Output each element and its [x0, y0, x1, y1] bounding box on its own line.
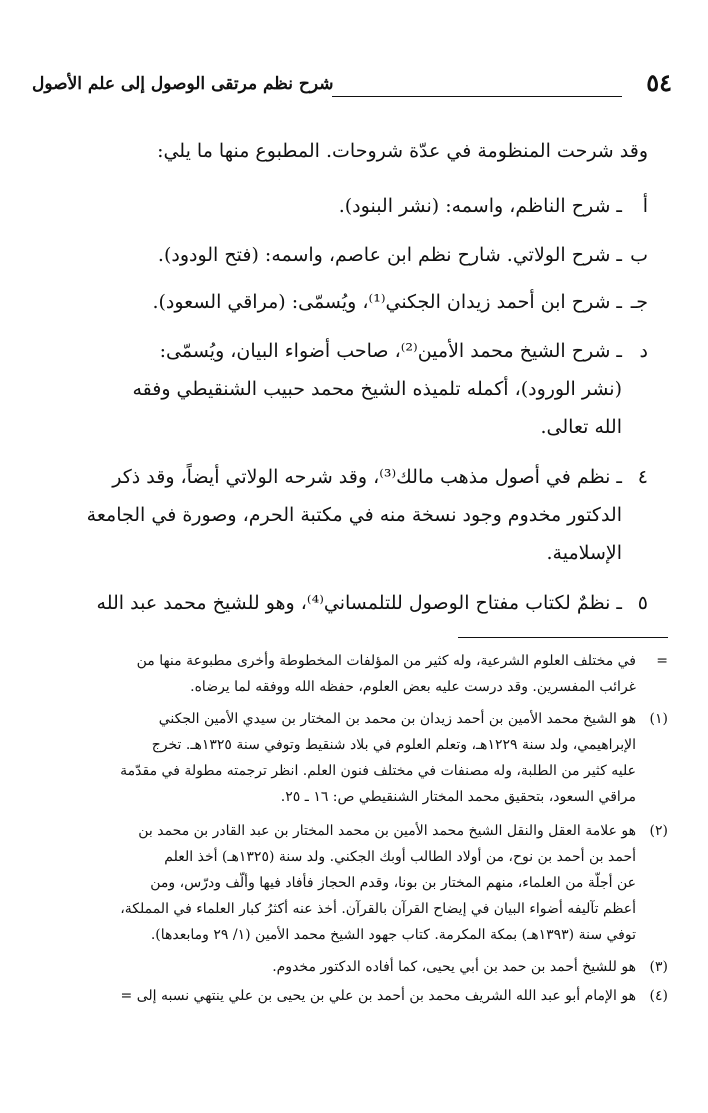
list-item-line: ـ شرح الناظم، واسمه: (نشر البنود).	[338, 195, 622, 217]
footnote-line: هو الإمام أبو عبد الله الشريف محمد بن أحمد بن علي بن يحيى بن علي ينتهي نسبه إلى =	[120, 988, 636, 1004]
list-item-line: ـ نظم في أصول مذهب مالك⁽³⁾، وقد شرحه الولاتي أيضاً، وقد ذكر	[112, 466, 622, 488]
list-item-line: ـ شرح ابن أحمد زيدان الجكني⁽¹⁾، ويُسمّى: (مراقي السعود).	[152, 291, 622, 313]
footnote-marker: (٢)	[649, 823, 668, 839]
footnote-line: في مختلف العلوم الشرعية، وله كثير من المؤلفات المخطوطة وأخرى مطبوعة منها من	[136, 653, 636, 669]
list-marker: د	[639, 340, 648, 362]
footnote-marker: (٤)	[649, 988, 668, 1004]
footnote-line: عن أجلّة من العلماء، منهم المختار بن بونا، وقدم الحجاز فأفاد فيها وألّف ودرّس، ومن	[150, 875, 636, 891]
list-item-line: الإسلامية.	[546, 542, 622, 564]
footnote-line: مراقي السعود، بتحقيق محمد المختار الشنقيطي ص: ١٦ ـ ٢٥.	[280, 789, 636, 805]
footnote-line: أحمد بن أحمد بن نوح، من أولاد الطالب أوبك الجكني. ولد سنة (١٣٢٥هـ) أخذ العلم	[164, 849, 636, 865]
list-marker: ب	[630, 244, 648, 266]
footnote-line: هو علامة العقل والنقل الشيخ محمد الأمين بن محمد المختار بن عبد القادر بن محمد بن	[138, 823, 636, 839]
list-item-line: ـ نظمٌ لكتاب مفتاح الوصول للتلمساني⁽⁴⁾، وهو للشيخ محمد عبد الله	[96, 592, 622, 614]
page-header	[32, 68, 672, 108]
footnote-line: غرائب المفسرين. وقد درست عليه بعض العلوم، حفظه الله ووفقه لما يرضاه.	[190, 679, 636, 695]
footnote-line: توفي سنة (١٣٩٣هـ) بمكة المكرمة. كتاب جهود الشيخ محمد الأمين (١/ ٢٩ ومابعدها).	[150, 927, 636, 943]
list-item-line: (نشر الورود)، أكمله تلميذه الشيخ محمد حبيب الشنقيطي وفقه	[132, 378, 622, 400]
list-marker: ٤	[637, 466, 648, 488]
footnote-line: هو الشيخ محمد الأمين بن أحمد زيدان بن محمد بن المختار بن سيدي الأمين الجكني	[158, 711, 636, 727]
header-rule	[332, 96, 622, 97]
footnote-line: أعظم تآليفه أضواء البيان في إيضاح القرآن بالقرآن. أخذ عنه أكثرُ كبار العلماء في المملكة،	[120, 901, 636, 917]
running-title: شرح نظم مرتقى الوصول إلى علم الأصول	[32, 74, 334, 94]
list-item-line: ـ شرح الشيخ محمد الأمين⁽²⁾، صاحب أضواء البيان، ويُسمّى:	[159, 340, 622, 362]
list-item-line: الدكتور مخدوم وجود نسخة منه في مكتبة الحرم، وصورة في الجامعة	[86, 504, 622, 526]
page-number: ٥٤	[646, 68, 672, 97]
list-marker: جـ	[630, 291, 648, 313]
list-marker: ٥	[637, 592, 648, 614]
footnote-line: هو للشيخ أحمد بن حمد بن أبي يحيى، كما أفاده الدكتور مخدوم.	[272, 959, 636, 975]
intro-line: وقد شرحت المنظومة في عدّة شروحات. المطبوع منها ما يلي:	[157, 140, 648, 162]
list-item-line: الله تعالى.	[540, 416, 622, 438]
footnote-marker: (٣)	[649, 959, 668, 975]
footnote-marker: =	[656, 653, 668, 669]
footnote-separator	[458, 637, 668, 638]
list-marker: أ	[642, 195, 648, 217]
list-item-line: ـ شرح الولاتي. شارح نظم ابن عاصم، واسمه: (فتح الودود).	[157, 244, 622, 266]
footnote-line: عليه كثير من الطلبة، وله مصنفات في مختلف فنون العلم. انظر ترجمته مطولة في مقدّمة	[120, 763, 636, 779]
footnote-marker: (١)	[649, 711, 668, 727]
footnote-line: الإبراهيمي، ولد سنة ١٢٢٩هـ، وتعلم العلوم في بلاد شنقيط وتوفي سنة ١٣٢٥هـ. تخرج	[151, 737, 636, 753]
